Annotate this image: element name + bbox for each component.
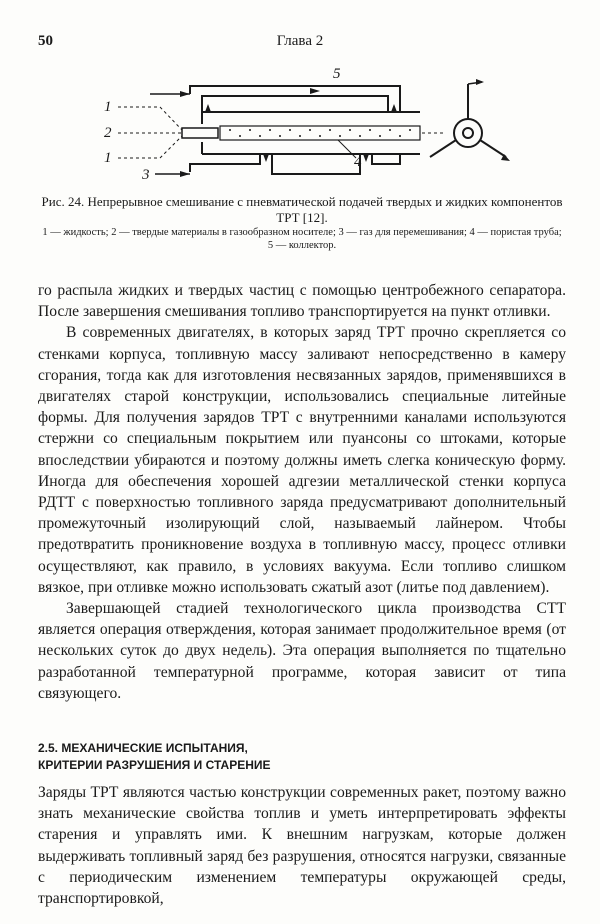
section-heading-line: 2.5. МЕХАНИЧЕСКИЕ ИСПЫТАНИЯ, (38, 741, 248, 755)
label-4: 4 (354, 154, 362, 170)
arrow-down-left (205, 104, 211, 112)
paragraph: Завершающей стадией технологического цикла производства СТТ является операция отверждения, которая занимает продолжительное время (от нескольких суток до двух недель). Эта операция выполняется по тщательно разработанной температурной программе, которая зависит от типа связующего. (38, 600, 566, 702)
collector-upper (190, 86, 400, 112)
label-1-top: 1 (104, 99, 112, 115)
section-text (38, 782, 566, 909)
collector-lower-inner (272, 154, 360, 174)
separator-arrow-top (476, 79, 484, 85)
label-3: 3 (142, 167, 150, 183)
paragraph: го распыла жидких и твердых частиц с помощью центробежного сепаратора. После завершения смешивания топливо транспортируется на пункт отливки. (38, 282, 566, 321)
figure-caption: Рис. 24. Непрерывное смешивание с пневматической подачей твердых и жидких компонентов ТРТ [12]. (41, 194, 563, 225)
figure-legend: 1 — жидкость; 2 — твердые материалы в газообразном носителе; 3 — газ для перемешивания; 4 — пористая труба; 5 — коллектор. (42, 227, 562, 251)
label-1-bottom: 1 (104, 150, 112, 166)
figure-mixing-diagram (90, 62, 530, 192)
collector-lower-right (372, 154, 400, 164)
arrow-collector (310, 88, 320, 94)
arrow-gas-in (180, 171, 190, 177)
leader-1-bottom (118, 136, 182, 158)
feed-nozzle (182, 128, 218, 138)
label-2: 2 (104, 125, 112, 141)
main-text (38, 280, 566, 704)
paragraph: Заряды ТРТ являются частью конструкции современных ракет, поэтому важно знать механические свойства топлив и уметь интерпретировать эффекты старения и управлять ими. К внешним нагрузкам, которые должен выдерживать топливный заряд без разрушения, относятся нагрузки, связанные с периодическим изменением температуры окружающей среды, транспортировкой, (38, 784, 566, 908)
porous-tube-particles (229, 129, 411, 137)
arrow-down-right (391, 104, 397, 112)
section-heading-line: КРИТЕРИИ РАЗРУШЕНИЯ И СТАРЕНИЕ (38, 758, 271, 772)
collector-upper-inner (202, 96, 388, 112)
label-5: 5 (333, 66, 341, 82)
leader-1-top (118, 107, 182, 130)
collector-lower (190, 154, 260, 172)
mixing-apparatus-drawing (90, 62, 530, 192)
arrow-up-right (363, 154, 369, 162)
arrow-liquid-in (180, 91, 190, 97)
centrifugal-separator (430, 82, 506, 157)
arrow-up-left (263, 154, 269, 162)
running-head: Глава 2 (276, 33, 324, 49)
page-number: 50 (38, 33, 53, 49)
porous-tube (220, 126, 420, 140)
paragraph: В современных двигателях, в которых заряд ТРТ прочно скрепляется со стенками корпуса, топливную массу заливают непосредственно в камеру сгорания, тогда как для изготовления несвязанных зарядов, применявшихся в двигателях старой конструкции, использовались специальные литейные формы. Для получения зарядов ТРТ с внутренними каналами используются стержни со специальным покрытием или пуансоны со штоками, которые впоследствии убираются и поэтому должны иметь слегка коническую форму. Иногда для обеспечения хорошей адгезии металлической стенки корпуса РДТТ с поверхностью топливного заряда предусматривают дополнительный промежуточный изолирующий слой, называемый лайнером. Чтобы предотвратить проникновение воздуха в топливную массу, процесс отливки осуществляют, как правило, в условиях вакуума. Если топливо слишком вязкое, при отливке можно использовать сжатый азот (литье под давлением). (38, 324, 566, 596)
section-heading (38, 740, 566, 774)
